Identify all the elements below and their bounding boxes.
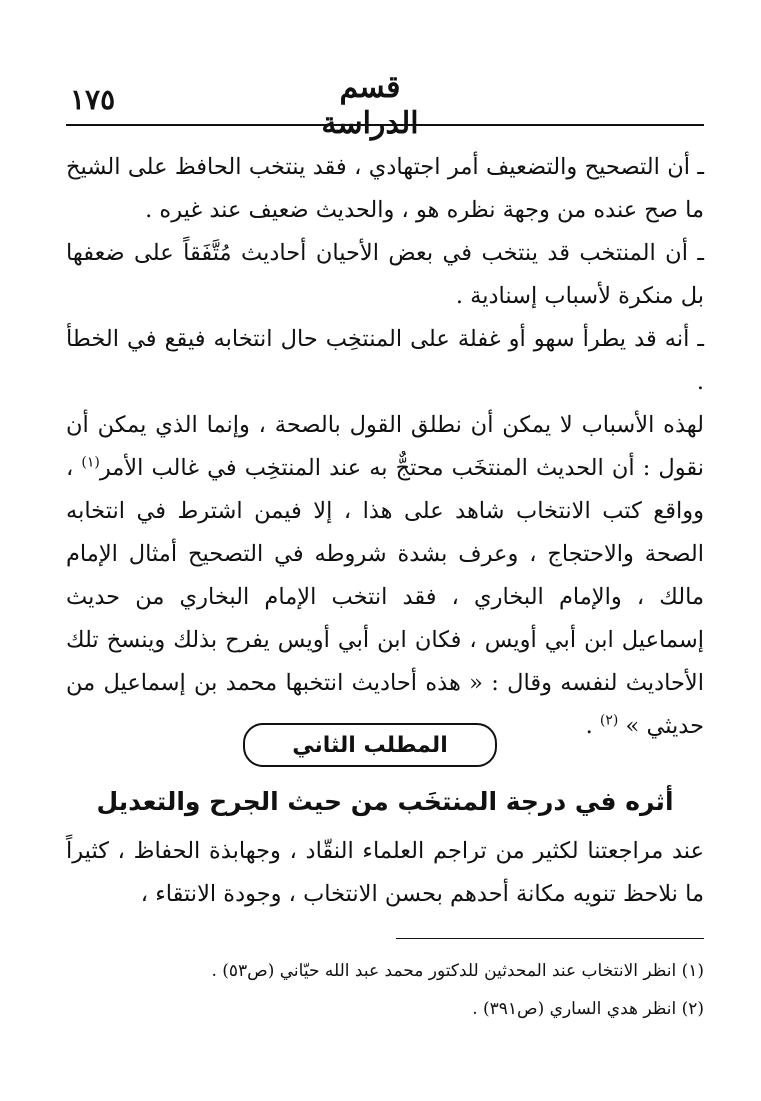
section-label: المطلب الثاني [292,732,448,758]
header-divider [66,124,704,126]
paragraph-4-part-2: ، وواقع كتب الانتخاب شاهد على هذا ، إلا فيمن اشترط في انتخابه الصحة والاحتجاج ، وعرف بشدة شروطه في التصحيح أمثال الإمام مالك ، والإمام البخاري ، فقد انتخب الإمام البخاري من حديث إسماعيل ابن أبي أويس ، فكان ابن أبي أويس يفرح بذلك وينسخ تلك الأحاديث لنفسه وقال : « هذه أحاديث انتخبها محمد بن إسماعيل من حديثي » [66,455,704,739]
page-number: ١٧٥ [70,83,116,116]
footnote-ref-2: (٢) [599,712,619,729]
footnote-divider [396,938,704,939]
footnote-2: (٢) انظر هدي الساري (ص٣٩١) . [472,999,704,1019]
section-text [66,830,704,916]
paragraph-3: ـ أنه قد يطرأ سهو أو غفلة على المنتخِب حال انتخابه فيقع في الخطأ . [66,326,704,395]
paragraph-4-end: . [585,713,600,739]
paragraph-5: عند مراجعتنا لكثير من تراجم العلماء النقّاد ، وجهابذة الحفاظ ، كثيراً ما نلاحظ تنويه مكانة أحدهم بحسن الانتخاب ، وجودة الانتقاء ، [66,838,704,907]
footnotes [66,952,704,1028]
paragraph-4 [66,404,704,748]
main-text [66,146,704,748]
section-label-box [243,723,497,767]
running-header-title: قسم الدراسة [321,70,419,141]
footnote-ref-1: (١) [81,454,100,471]
footnote-1: (١) انظر الانتخاب عند المحدثين للدكتور محمد عبد الله حيّاني (ص٥٣) . [211,961,704,981]
section-heading: أثره في درجة المنتخَب من حيث الجرح والتعديل [96,787,674,816]
paragraph-1: ـ أن التصحيح والتضعيف أمر اجتهادي ، فقد ينتخب الحافظ على الشيخ ما صح عنده من وجهة نظره هو ، والحديث ضعيف عند غيره . [66,154,704,223]
paragraph-4-part-1: لهذه الأسباب لا يمكن أن نطلق القول بالصحة ، وإنما الذي يمكن أن نقول : أن الحديث المنتخَب محتجٌّ به عند المنتخِب في غالب الأمر [66,412,705,481]
paragraph-2: ـ أن المنتخب قد ينتخب في بعض الأحيان أحاديث مُتَّفَقاً على ضعفها بل منكرة لأسباب إسنادية . [66,240,704,309]
